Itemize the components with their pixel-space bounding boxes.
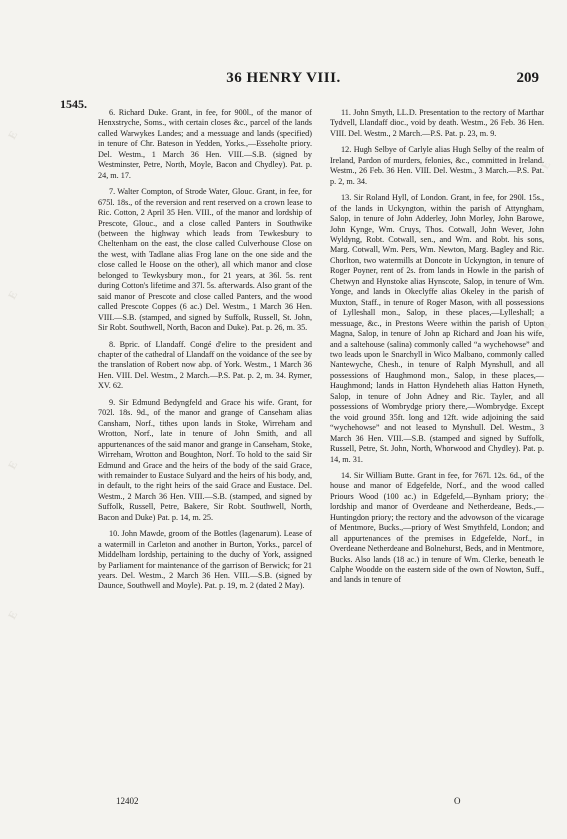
left-margin-watermark bbox=[0, 0, 40, 839]
svg-text:E: E bbox=[6, 459, 21, 472]
svg-text:E: E bbox=[539, 319, 554, 332]
svg-text:E: E bbox=[6, 289, 21, 302]
entry-6: 6. Richard Duke. Grant, in fee, for 900l., of the manor of Henxstryche, Soms., with certain closes &c., parcel of the lands called Warwykes Landes; and a messuage and lands (specified) in tenure of Chr. Bateson in Yedden, Yorks.,—Esseholte priory. Del. Westm., 1 March 36 Hen. VIII.—S.B. (signed by Westminster, Petre, North, Moyle, Bacon and Chydley). Pat. p. 24, m. 17. bbox=[98, 108, 312, 180]
running-title: 36 HENRY VIII. bbox=[226, 70, 341, 86]
year-heading: 1545. bbox=[60, 97, 87, 111]
entry-10: 10. John Mawde, groom of the Bottles (lagenarum). Lease of a watermill in Carleton and another in Burton, Yorks., parcel of Middelham lordship, pertaining to the duchy of York, assigned by Parliament for maintenance of the garrison of Berwick; for 21 years. Del. Westm., 2 March 36 Hen. VIII.—S.B. (signed by Daunce, Southwell and Moyle). Pat. p. 19, m. 2 (dated 2 May). bbox=[98, 529, 312, 591]
page-header bbox=[0, 70, 567, 92]
entry-12: 12. Hugh Selbye of Carlyle alias Hugh Selby of the realm of Ireland, Pardon of murders, felonies, &c., committed in Ireland. Westm., 26 Feb. 36 Hen. VIII. Del. Westm., 3 March.—P.S. Pat. p. 2, m. 34. bbox=[330, 145, 544, 186]
svg-text:E: E bbox=[6, 609, 21, 622]
entry-7: 7. Walter Compton, of Strode Water, Glouc. Grant, in fee, for 675l. 18s., of the reversion and rent reserved on a crown lease to Ric. Cotton, 2 April 35 Hen. VIII., of the manor and lordship of Prescote, Glouc., and a close called Panters in Southwike (between the highway which leads from Tewkesbury to Cheltenham on the east, the close called Culverhouse Close on the west, with Tadlane alias Frog lane on the one side and the close called le Hoose on the other), all which manor and close belonged to Tewkysbury mon., for 21 years, at 36l. 5s. rent during Cotton's lifetime and 37l. 5s. afterwards. Also grant of the said manor of Prescote and close called Panters, and the wood called Prescote Coppes (6 ac.) Del. Westm., 1 March 36 Hen. VIII.—S.B. (stamped, and signed by Suffolk, Russell, St. John, Sir Robt. Southwell, North, Bacon and Duke). Pat. p. 26, m. 35. bbox=[98, 187, 312, 333]
svg-text:E: E bbox=[539, 159, 554, 172]
entry-8: 8. Bpric. of Llandaff. Congé d'elire to the president and chapter of the cathedral of Llandaff on the voidance of the see by the translation of Robert now abp. of York. Westm., 1 March 36 Hen. VIII. Del. Westm., 2 March.—P.S. Pat. p. 2, m. 34. Rymer, XV. 62. bbox=[98, 339, 312, 391]
right-column bbox=[330, 108, 544, 592]
signature-number: 12402 bbox=[116, 796, 139, 806]
entry-14: 14. Sir William Butte. Grant in fee, for 767l. 12s. 6d., of the house and manor of Edgefelde, Norf., and the wood called Priours Wood (100 ac.) in Edgefeld,—Bynham priory; the lordship and manor of Overdeane and Netherdeane, Beds.,—Huntingdon priory; the rectory and the advowson of the vicarage of Mentmore, Bucks.,—priory of West Smythfeld, London; and all appurtenances of the premises in Edgefelde, Norf., in Overdeane Netherdeane and Bolnehurst, Beds, and in Mentmore, Bucks. Also lands (18 ac.) in tenure of Wm. Clerke, beneath le Calphe Woodde on the eastern side of the own of Nowton, Suff., and lands in tenure of bbox=[330, 470, 544, 585]
svg-text:E: E bbox=[539, 489, 554, 502]
entry-13: 13. Sir Roland Hyll, of London. Grant, in fee, for 290l. 15s., of the lands in Uckyngton, within the parish of Attyngham, Salop, in tenure of John Adderley, John Morley, John Barowe, John Kynge, Wm. Cruys, Thos. Cotwall, John Wever, John Wyldyng, Robt. Cotwall, sen., and Wm. and Robt. his sons, Marg. Cotwall, Wm. Pers, Wm. Newton, Marg. Bagley and Ric. Chorlton, two watermills at Doncote in Uckyngton, in tenure of Roger Poyner, rent of 2s. from lands in Howle in the parish of Chetwyn and Hynstoke alias Hynscote, Salop, in tenure of Wm. Yonge, and lands in Okeclyffe alias Okeley in the parish of Muxton, Staff., in tenure of Roger Mason, with all possessions of Lylleshall mon., Salop, in these places,—Lylleshall; a messuage, &c., in Prestons Weere within the parish of Upton Magna, Salop, in tenure of John ap Richard and Joan his wife, and a saltehouse (salina) commonly called “a wychehowse” and two leads upon le Snarchyll in Wico Malbano, commonly called Nantewyche, Chesh., in tenure of Ralph Mynshull, and all possessions of Haughmond mon., Salop, in these places,—Haughmond; lands in Hatton Hyndeheth alias Hatton Hyneth, Salop, in tenure of John Adney and Ric. Tayler, and all possessions of Wombrydge priory there,—Wombrydge. Except the void ground 35ft. long and 12ft. wide adjoining the said “wychehowse” and not leased to Mynshull. Del. Westm., 3 March 36 Hen. VIII.—S.B. (stamped and signed by Suffolk, Russell, Petre, St. John, North, Whorwood and Chydley). Pat. p. 14, m. 31. bbox=[330, 193, 544, 464]
entry-11: 11. John Smyth, LL.D. Presentation to the rectory of Marthar Tydvell, Llandaff dioc., void by death. Westm., 26 Feb. 36 Hen. VIII. Del. Westm., 2 March.—P.S. Pat. p. 23, m. 9. bbox=[330, 108, 544, 138]
svg-text:E: E bbox=[6, 129, 21, 142]
entry-9: 9. Sir Edmund Bedyngfeld and Grace his wife. Grant, for 702l. 18s. 9d., of the manor and grange of Canseham alias Cansham, Norf., tithes upon lands in Stoke, Wirreham and Wrotton, Norf., late in tenure of John Smith, and all appurtenances of the said manor and grange in Canseham, Stoke, Wirreham, Wrotton and Boughton, Norf. To hold to the said Sir Edmund and Grace and the heirs of the body of the said Grace, with remainder to Eustace Sulyard and the heirs of his body, and, in default, to the right heirs of the said Grace and Eustace. Del. Westm., 2 March 36 Hen. VIII.—S.B. (stamped, and signed by Suffolk, Russell, Petre, Bakere, Sir Robt. Southwell, North, Bacon and Duke) Pat. p. 14, m. 25. bbox=[98, 397, 312, 522]
page-footer bbox=[0, 796, 567, 810]
signature-letter: O bbox=[454, 796, 461, 806]
left-column bbox=[98, 108, 312, 598]
page-number: 209 bbox=[516, 70, 539, 86]
